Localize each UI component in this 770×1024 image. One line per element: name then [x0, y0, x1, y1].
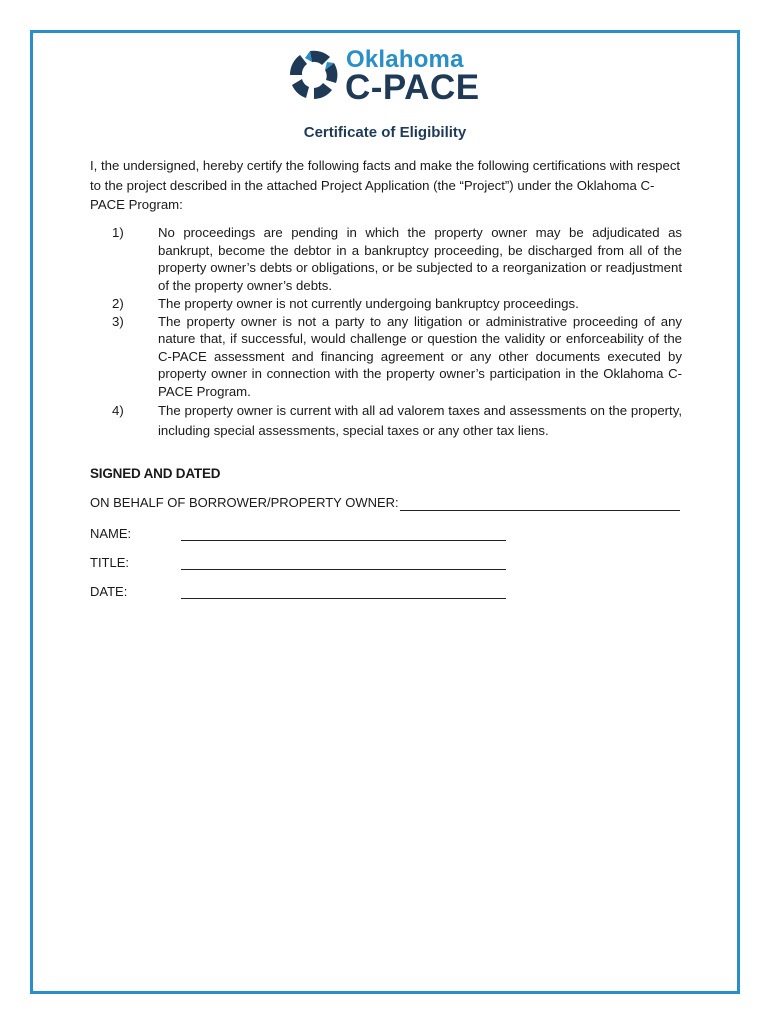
title-label: TITLE:: [90, 555, 130, 570]
logo-text-oklahoma: Oklahoma: [346, 46, 464, 73]
list-item-text: The property owner is not currently undergoing bankruptcy proceedings.: [158, 295, 579, 311]
list-item-text: The property owner is current with all ad valorem taxes and assessments on the property, including special assessments, special taxes or any other tax liens.: [158, 402, 682, 438]
list-item-number: 1): [112, 225, 124, 240]
behalf-signature-line[interactable]: [400, 510, 680, 511]
intro-paragraph: I, the undersigned, hereby certify the following facts and make the following certifications with respect to the project described in the attached Project Application (the “Project”) under the Oklahoma C-PACE Program:: [90, 158, 681, 212]
logo-text-cpace: C-PACE: [345, 68, 480, 107]
list-item-text: No proceedings are pending in which the property owner may be adjudicated as bankrupt, become the debtor in a bankruptcy proceeding, be discharged from all of the property owner’s debts or obligations, or be subjected to a reorganization or readjustment of the property owner’s debts.: [158, 225, 682, 293]
list-item-number: 2): [112, 295, 124, 311]
list-item-text: The property owner is not a party to any litigation or administrative proceeding of any nature that, if successful, would challenge or question the validity or enforceability of the C-PACE assessment and financing agreement or any other documents executed by property owner in connection with the property owner’s participation in the Oklahoma C-PACE Program.: [158, 313, 682, 399]
logo: [288, 44, 488, 108]
date-label: DATE:: [90, 584, 128, 599]
list-item: [90, 224, 682, 294]
date-signature-line[interactable]: [181, 598, 506, 599]
title-signature-line[interactable]: [181, 569, 506, 570]
name-label: NAME:: [90, 526, 132, 541]
list-item: [90, 401, 682, 441]
behalf-label: ON BEHALF OF BORROWER/PROPERTY OWNER:: [90, 495, 399, 510]
certification-list: [90, 224, 682, 441]
signed-heading: SIGNED AND DATED: [90, 466, 221, 481]
name-signature-line[interactable]: [181, 540, 506, 541]
list-item-number: 3): [112, 313, 124, 329]
document-title: Certificate of Eligibility: [303, 124, 467, 141]
list-item: [90, 295, 682, 313]
list-item: [90, 313, 682, 401]
list-item-number: 4): [112, 402, 124, 418]
star-ring-logo-icon: [288, 44, 344, 104]
